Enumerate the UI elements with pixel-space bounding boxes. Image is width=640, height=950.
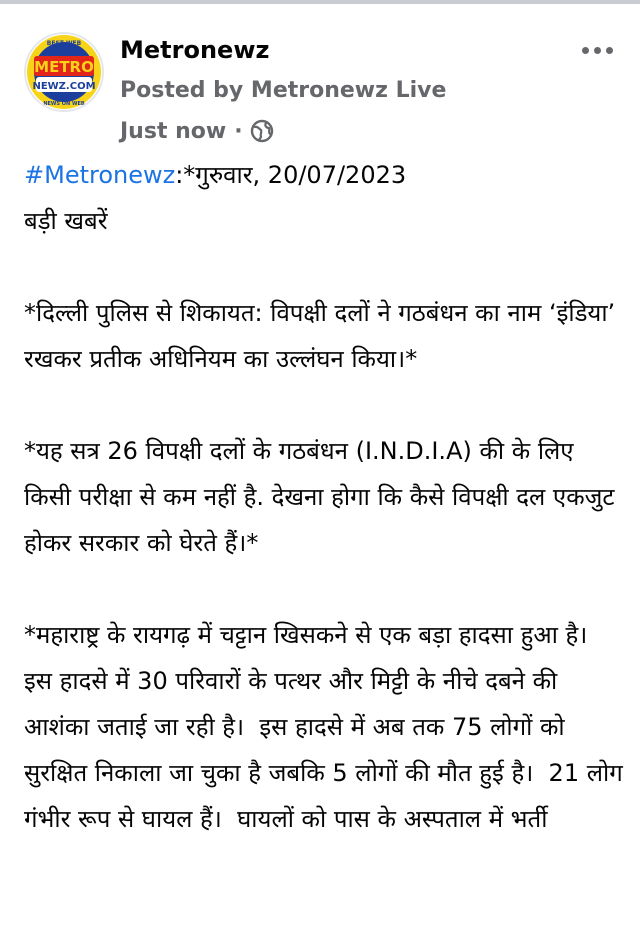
headline-date: :*गुरुवार, 20/07/2023 — [175, 161, 407, 189]
metronewz-logo — [26, 34, 102, 110]
post-text — [24, 152, 631, 842]
feed-post — [0, 4, 640, 950]
page-name-link[interactable]: Metronewz — [120, 36, 270, 64]
post-headline — [24, 152, 624, 198]
news-item-2: *यह सत्र 26 विपक्षी दलों के गठबंधन (I.N.D.I.A) की के लिए किसी परीक्षा से कम नहीं है. देखना होगा कि कैसे विपक्षी दल एकजुट होकर सरकार को घेरते हैं।* — [24, 437, 623, 557]
posted-by-label: Posted by Metronewz Live — [120, 78, 447, 103]
post-timestamp[interactable]: Just now — [120, 118, 227, 144]
post-meta — [120, 116, 275, 146]
logo-text-bottom: NEWZ.COM — [32, 81, 96, 92]
news-item-1: *दिल्ली पुलिस से शिकायत: विपक्षी दलों ने गठबंधन का नाम ‘इंडिया’ रखकर प्रतीक अधिनियम का उल्लंघन किया।* — [24, 299, 623, 373]
more-options-button[interactable] — [572, 34, 622, 66]
logo-text-top: METRO — [34, 58, 94, 76]
post-header — [0, 4, 640, 144]
news-item-3: *महाराष्ट्र के रायगढ़ में चट्टान खिसकने से एक बड़ा हादसा हुआ है। इस हादसे में 30 परिवारों के पत्थर और मिट्टी के नीचे दबने की आशंका जताई जा रही है। इस हादसे में अब तक 75 लोगों को सुरक्षित निकाला जा चुका है जबकि 5 लोगों की मौत हुई है। 21 लोग गंभीर रूप से घायल हैं। घायलों को पास के अस्पताल में भर्ती — [24, 621, 631, 833]
page-avatar[interactable] — [24, 32, 104, 112]
meta-separator: · — [234, 118, 243, 144]
more-horizontal-icon — [582, 47, 589, 54]
post-subhead: बड़ी खबरें — [24, 207, 108, 235]
globe-icon[interactable] — [249, 118, 275, 144]
logo-ring-text-top: BEST WEB — [46, 40, 82, 47]
logo-ring-text-bottom: NEWS ON WEB — [43, 101, 85, 107]
hashtag-link[interactable]: #Metronewz — [24, 161, 176, 189]
